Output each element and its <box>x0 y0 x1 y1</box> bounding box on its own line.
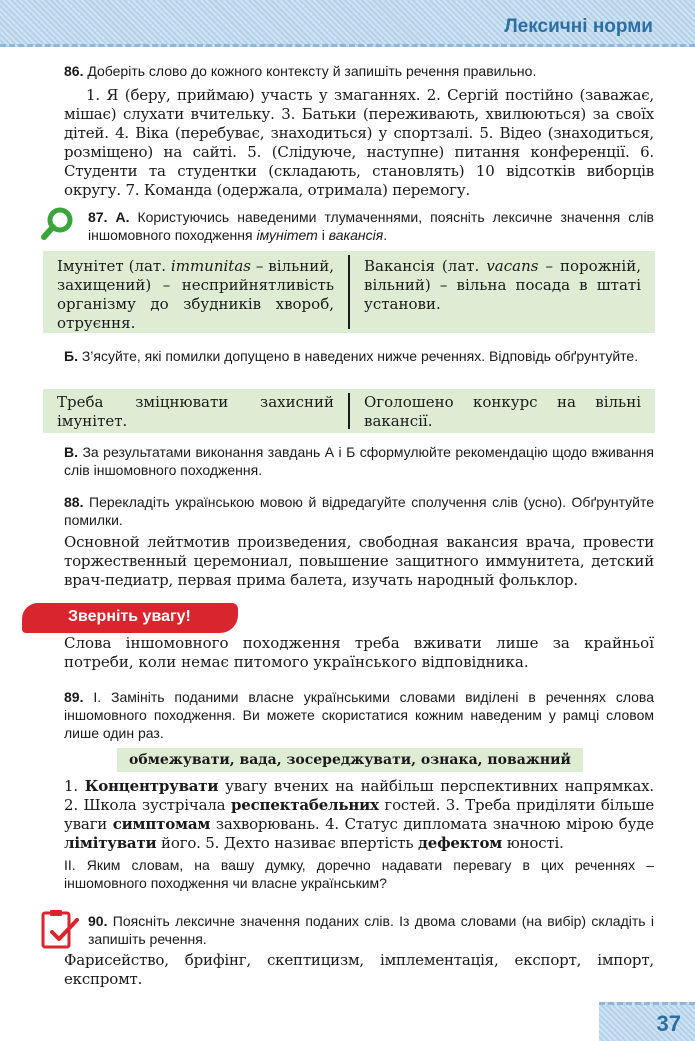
task-90-instruction: Поясніть лексичне значення поданих слів. Із двома словами (на вибір) складіть і запишіть речення. <box>88 913 654 947</box>
highlighted-word: лімітувати <box>64 834 157 852</box>
highlighted-word: Концентрувати <box>84 777 219 795</box>
def-vacancy-part2: – порожній, вільний) – вільна посада в штаті установи. <box>364 257 641 313</box>
definition-immunity <box>43 251 348 333</box>
task-86-heading <box>64 62 654 80</box>
word-bank: обмежувати, вада, зосереджувати, ознака, поважний <box>117 748 583 772</box>
sentence-text: юності. <box>506 834 564 852</box>
page-number: 37 <box>656 1011 681 1036</box>
def-immunity-part2: – вільний, захищений) – несприйнятливість організму до збудників хвороб, отруєння. <box>57 257 334 332</box>
task-89-instruction: І. Замініть поданими власне українськими словами виділені в реченнях слова іншомовного походження. Ви можете скористатися кожним наведеним у рамці словом лише один раз. <box>64 689 654 741</box>
conjunction: і <box>321 227 325 243</box>
term-vacancy: вакансія <box>328 227 384 243</box>
highlighted-word: респектабельних <box>230 796 379 814</box>
sentence-text: його. 5. Дехто називає впертість <box>161 834 414 852</box>
task-87v-label: В. <box>64 444 78 460</box>
task-89-sentences <box>64 777 654 853</box>
page-header <box>0 0 695 47</box>
section-title: Лексичні норми <box>504 16 653 37</box>
task-90-number: 90. <box>88 913 108 929</box>
task-88-body: Основной лейтмотив произведения, свободная вакансия врача, провести торжественный церемониал, повышение защитного иммунитета, детский врач-педиатр, первая прима балета, изучать народный фольклор. <box>64 533 654 589</box>
highlighted-word: дефектом <box>417 834 503 852</box>
clipboard-check-icon <box>40 908 80 950</box>
task-86-body: 1. Я (беру, приймаю) участь у змаганнях. 2. Сергій постійно (заважає, мішає) слухати вчительку. 3. Батьки (переживають, хвилюються) за своїх дітей. 4. Віка (перебуває, знаходиться) у спортзалі. 5. Відео (знаходиться, розміщено) на сайті. 5. (Слідуюче, наступне) питання конференції. 6. Студенти та студентки (складають, становлять) 10 відсотків виборців округу. 7. Команда (одержала, отримала) перемогу. <box>64 86 654 199</box>
sentence-text: увагу вчених на найбільш перспективних напрямках. 2. Школа зустрічала <box>64 777 654 814</box>
task-87v-heading <box>64 443 654 479</box>
latin-vacans: vacans <box>486 257 539 275</box>
page-number-badge <box>599 1002 695 1041</box>
sentence-text: гостей. 3. Треба приділяти більше уваги <box>64 796 655 833</box>
task-89-heading <box>64 688 654 742</box>
task-87-heading: 87. А. Користуючись наведеними тлумаченнями, поясніть лексичне значення слів іншомовного походження імунітет і вакансія. <box>88 209 654 243</box>
task-90-body: Фарисейство, брифінг, скептицизм, імплементація, експорт, імпорт, експромт. <box>64 951 654 988</box>
def-immunity-part1: Імунітет (лат. <box>57 257 166 275</box>
task-87v-instruction: За результатами виконання завдань А і Б сформулюйте рекомендацію щодо вживання слів іншомовного походження. <box>64 444 654 478</box>
task-88-number: 88. <box>64 494 84 510</box>
definition-vacancy <box>350 251 655 333</box>
highlighted-word: симптомам <box>112 815 211 833</box>
sentence-immunity: Треба зміцнювати захисний імунітет. <box>57 393 334 430</box>
sentence-text: захворювань. 4. Статус дипломата значною мірою буде <box>215 815 654 833</box>
notice-text: Слова іншомовного походження треба вживати лише за крайньої потреби, коли немає питомого українського відповідника. <box>64 634 654 671</box>
task-89-part2: ІІ. Яким словам, на вашу думку, доречно надавати перевагу в цих реченнях – іншомовного походження чи власне українським? <box>64 857 654 891</box>
def-vacancy-part1: Вакансія (лат. <box>364 257 480 275</box>
task-86-number: 86. <box>64 63 84 79</box>
task-86-instruction: Доберіть слово до кожного контексту й запишіть речення правильно. <box>87 63 537 79</box>
task-89-number: 89. <box>64 689 84 705</box>
task-87-number: 87. А. <box>88 209 130 225</box>
sentence-vacancy: Оголошено конкурс на вільні вакансії. <box>364 393 641 430</box>
notice-banner <box>22 603 238 633</box>
task-87b-label: Б. <box>64 348 78 364</box>
task-87b-heading <box>64 347 654 365</box>
magnifier-icon <box>40 205 76 241</box>
definition-box <box>43 251 655 333</box>
task-87-instruction: Користуючись наведеними тлумаченнями, поясніть лексичне значення слів іншомовного походження <box>88 209 654 243</box>
task-88-heading <box>64 493 654 529</box>
task-87b-instruction: З’ясуйте, які помилки допущено в наведених нижче реченнях. Відповідь обґрунтуйте. <box>81 348 639 364</box>
notice-banner-label: Зверніть увагу! <box>68 608 191 625</box>
sentences-box <box>43 389 655 433</box>
task-88-instruction: Перекладіть українською мовою й відредагуйте сполучення слів (усно). Обґрунтуйте помилки. <box>64 494 654 528</box>
task-90-heading <box>88 912 654 948</box>
sentence-text: 1. <box>64 777 78 795</box>
term-immunity: імунітет <box>256 227 318 243</box>
latin-immunitas: immunitas <box>170 257 251 275</box>
